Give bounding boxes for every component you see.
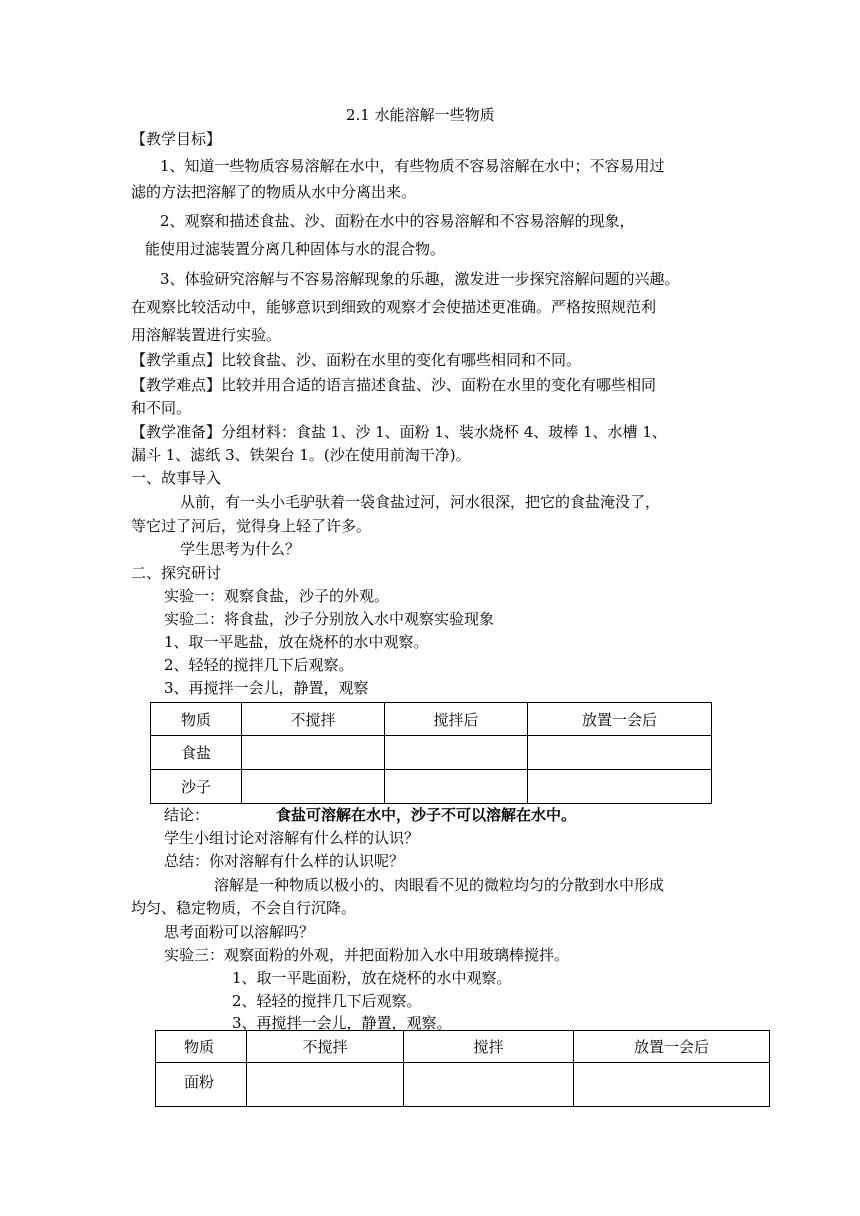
goal-1-line-2: 滤的方法把溶解了的物质从水中分离出来。 (131, 183, 417, 201)
table-header-cell: 物质 (151, 703, 242, 736)
table-cell: 沙子 (151, 770, 242, 804)
experiment-1: 实验一：观察食盐，沙子的外观。 (164, 587, 390, 605)
table-cell (242, 736, 385, 770)
goal-2-line-2: 能使用过滤装置分离几种固体与水的混合物。 (145, 240, 446, 258)
table-cell (528, 736, 712, 770)
table-header-cell: 搅拌 (404, 1031, 574, 1063)
definition-line-1: 溶解是一种物质以极小的、肉眼看不见的微粒均匀的分散到水中形成 (214, 876, 665, 894)
table-header-cell: 搅拌后 (385, 703, 528, 736)
goal-3-line-2: 在观察比较活动中，能够意识到细致的观察才会使描述更准确。严格按照规范利 (131, 298, 657, 316)
table-header-cell: 物质 (156, 1031, 247, 1063)
table-row (151, 770, 712, 804)
goal-1-line-1: 1、知道一些物质容易溶解在水中，有些物质不容易溶解在水中；不容易用过 (160, 157, 665, 175)
table-cell (247, 1063, 404, 1107)
prep-line-2: 漏斗 1、滤纸 3、铁架台 1。(沙在使用前淘干净)。 (131, 446, 471, 464)
key-point: 【教学重点】比较食盐、沙、面粉在水里的变化有哪些相同和不同。 (131, 351, 582, 369)
summary-question: 总结：你对溶解有什么样的认识呢？ (164, 852, 405, 870)
experiment-3-step-2: 2、轻轻的搅拌几下后观察。 (232, 992, 422, 1010)
story-line-2: 等它过了河后，觉得身上轻了许多。 (131, 517, 372, 535)
section-1-heading: 一、故事导入 (131, 469, 222, 487)
experiment-2-step-3: 3、再搅拌一会儿，静置，观察 (164, 679, 369, 697)
table-header-row (151, 703, 712, 736)
goal-2-line-1: 2、观察和描述食盐、沙、面粉在水中的容易溶解和不容易溶解的现象， (160, 212, 635, 230)
definition-line-2: 均匀、稳定物质，不会自行沉降。 (131, 899, 357, 917)
table-cell (528, 770, 712, 804)
flour-question: 思考面粉可以溶解吗？ (164, 923, 315, 941)
goals-heading: 【教学目标】 (131, 130, 222, 148)
experiment-2: 实验二：将食盐，沙子分别放入水中观察实验现象 (164, 610, 495, 628)
prep-line-1: 【教学准备】分组材料：食盐 1、沙 1、面粉 1、装水烧杯 4、玻棒 1、水槽 1、 (131, 423, 667, 441)
flour-table (155, 1030, 770, 1107)
difficulty-line-2: 和不同。 (131, 399, 192, 417)
group-discussion: 学生小组讨论对溶解有什么样的认识？ (164, 829, 420, 847)
difficulty-line-1: 【教学难点】比较并用合适的语言描述食盐、沙、面粉在水里的变化有哪些相同 (131, 376, 657, 394)
table-cell (385, 736, 528, 770)
table-row (156, 1063, 770, 1107)
table-header-cell: 放置一会后 (528, 703, 712, 736)
experiment-3-step-3: 3、再搅拌一会儿，静置，观察。 (232, 1014, 452, 1032)
table-cell (242, 770, 385, 804)
section-2-heading: 二、探究研讨 (131, 564, 222, 582)
table-cell (385, 770, 528, 804)
experiment-3-step-1: 1、取一平匙面粉，放在烧杯的水中观察。 (232, 969, 512, 987)
story-line-1: 从前，有一头小毛驴驮着一袋食盐过河，河水很深，把它的食盐淹没了， (180, 493, 661, 511)
conclusion-text: 食盐可溶解在水中，沙子不可以溶解在水中。 (276, 806, 577, 824)
experiment-2-step-1: 1、取一平匙盐，放在烧杯的水中观察。 (164, 633, 429, 651)
page-title: 2.1 水能溶解一些物质 (346, 106, 495, 124)
goal-3-line-1: 3、体验研究溶解与不容易溶解现象的乐趣，激发进一步探究溶解问题的兴趣。 (160, 270, 680, 288)
experiment-2-step-2: 2、轻轻的搅拌几下后观察。 (164, 656, 354, 674)
table-header-row (156, 1031, 770, 1063)
table-cell: 食盐 (151, 736, 242, 770)
salt-sand-table (150, 702, 712, 804)
table-cell (574, 1063, 770, 1107)
table-cell (404, 1063, 574, 1107)
story-question: 学生思考为什么？ (180, 540, 301, 558)
experiment-3: 实验三：观察面粉的外观，并把面粉加入水中用玻璃棒搅拌。 (164, 946, 570, 964)
goal-3-line-3: 用溶解装置进行实验。 (131, 326, 282, 344)
table-row (151, 736, 712, 770)
table-cell: 面粉 (156, 1063, 247, 1107)
table-header-cell: 放置一会后 (574, 1031, 770, 1063)
table-header-cell: 不搅拌 (247, 1031, 404, 1063)
table-header-cell: 不搅拌 (242, 703, 385, 736)
conclusion-label: 结论： (164, 806, 210, 824)
